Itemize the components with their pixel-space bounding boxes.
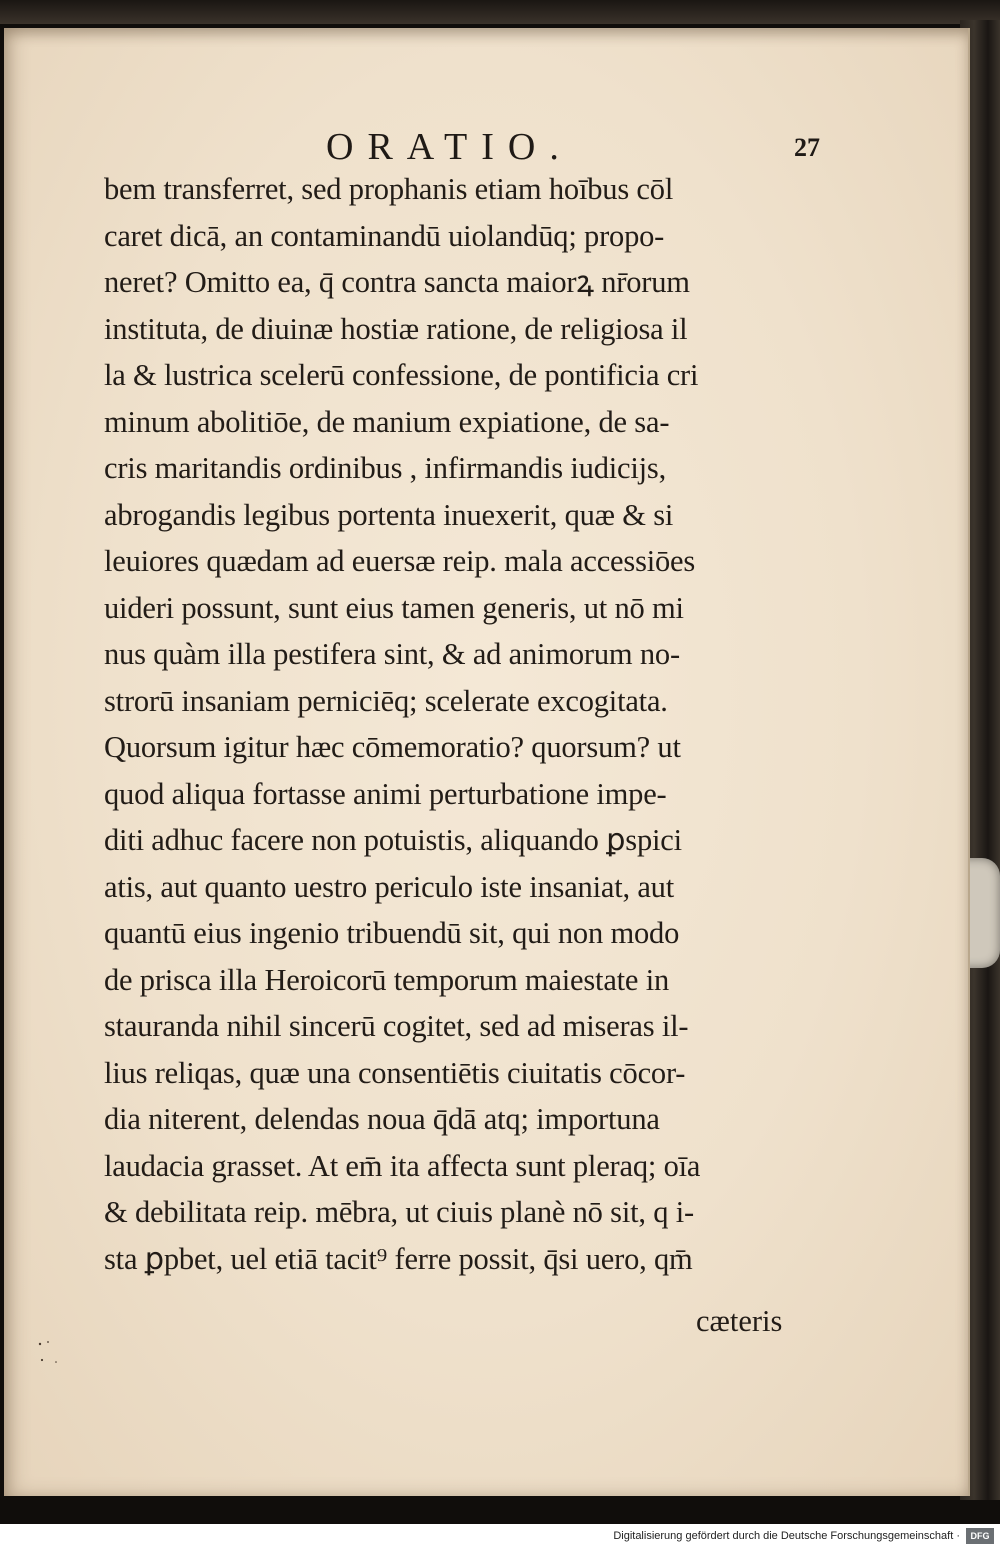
scan-top-edge — [0, 0, 1000, 24]
text-line: strorū insaniam perniciēq; scelerate excogitata. — [104, 683, 668, 718]
text-line: atis, aut quanto uestro periculo iste insaniat, aut — [104, 869, 675, 904]
text-line: leuiores quædam ad euersæ reip. mala accessiōes — [104, 544, 696, 578]
text-line: instituta, de diuinæ hostiæ ratione, de religiosa il — [104, 311, 688, 346]
footer-bar — [0, 1524, 1000, 1548]
text-line: bem transferret, sed prophanis etiam hoībus cōl — [104, 172, 674, 206]
text-line: la & lustrica scelerū confessione, de pontificia cri — [104, 358, 699, 392]
text-line: minum abolitiōe, de manium expiatione, de sa- — [104, 404, 670, 439]
text-line: dia niterent, delendas noua q̄dā atq; importuna — [104, 1102, 660, 1136]
funding-credit: Digitalisierung gefördert durch die Deutsche Forschungsgemeinschaft · — [613, 1530, 960, 1542]
text-line: de prisca illa Heroicorū temporum maiestate in — [104, 962, 670, 997]
text-line: lius reliqas, quæ una consentiētis ciuitatis cōcor- — [104, 1055, 686, 1090]
text-line: abrogandis legibus portenta inuexerit, quæ & si — [104, 497, 674, 532]
running-title: ORATIO. — [326, 126, 573, 168]
paper-specks — [34, 1338, 74, 1368]
book-page — [4, 28, 970, 1496]
text-line: Quorsum igitur hæc cōmemoratio? quorsum? ut — [104, 730, 681, 764]
text-line: uideri possunt, sunt eius tamen generis, ut nō mi — [104, 590, 684, 625]
text-line: sta ꝑpbet, uel etiā tacit⁹ ferre possit, q̄si uero, qm̄ — [104, 1241, 693, 1276]
dfg-logo: DFG — [966, 1528, 994, 1544]
text-line: caret dicā, an contaminandū uiolandūq; propo- — [104, 218, 665, 253]
text-line: quantū eius ingenio tribuendū sit, qui non modo — [104, 916, 680, 950]
text-line: laudacia grasset. At em̄ ita affecta sunt pleraq; oīa — [104, 1148, 701, 1183]
catchword: cæteris — [696, 1304, 783, 1338]
text-line: cris maritandis ordinibus , infirmandis iudicijs, — [104, 451, 667, 485]
text-line: diti adhuc facere non potuistis, aliquando ꝑspici — [104, 823, 682, 857]
text-line: quod aliqua fortasse animi perturbatione impe- — [104, 776, 667, 811]
text-line: stauranda nihil sincerū cogitet, sed ad miseras il- — [104, 1009, 689, 1043]
text-line: neret? Omitto ea, q̄ contra sancta maiorꝝ nr̄orum — [104, 265, 690, 299]
text-line: nus quàm illa pestifera sint, & ad animorum no- — [104, 637, 680, 671]
text-line: & debilitata reip. mēbra, ut ciuis planè nō sit, q i- — [104, 1195, 694, 1229]
body-text — [104, 166, 824, 1282]
folio-number: 27 — [794, 133, 820, 162]
